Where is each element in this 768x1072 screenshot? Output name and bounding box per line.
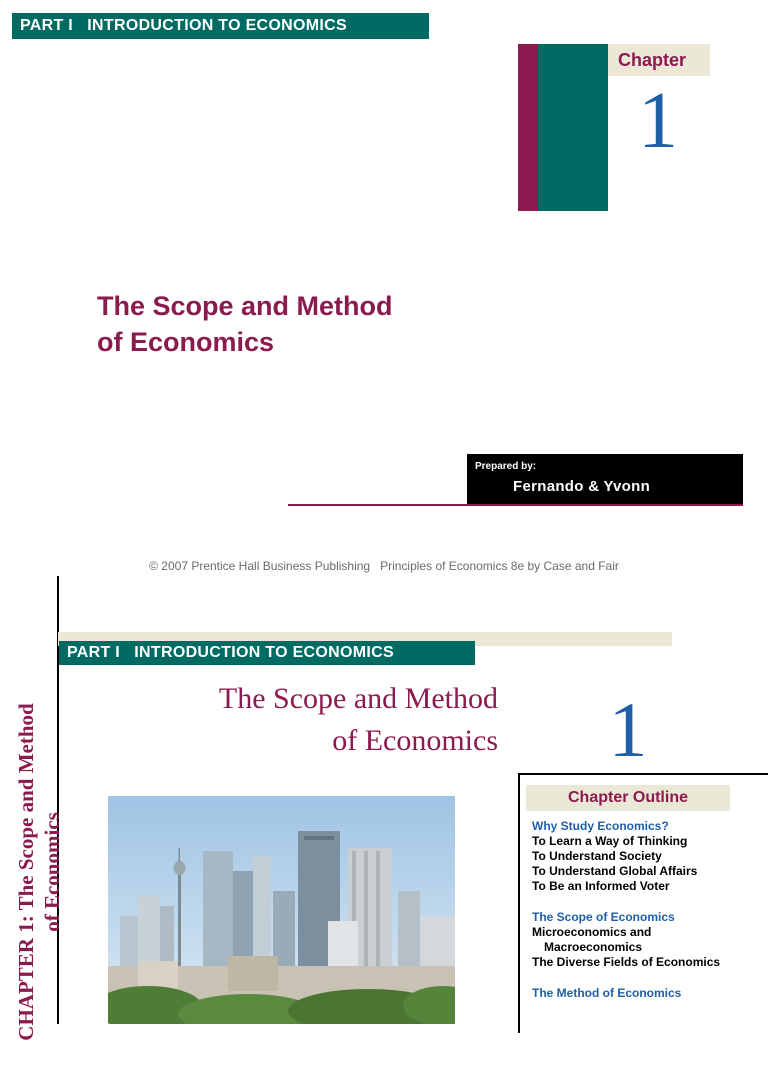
outline-item: The Diverse Fields of Economics — [532, 955, 721, 969]
slide2-chapter-number: 1 — [608, 686, 648, 773]
divider-rule — [288, 504, 743, 506]
author-names: Fernando & Yvonn — [513, 478, 651, 495]
copyright-footer: © 2007 Prentice Hall Business Publishing Principles of Economics 8e by Case and Fair — [149, 559, 619, 573]
maroon-accent-bar — [518, 44, 538, 211]
slide2-title — [110, 678, 498, 762]
prepared-by-label: Prepared by: — [475, 461, 537, 472]
outline-item: To Learn a Way of Thinking — [532, 834, 688, 848]
outline-item: To Be an Informed Voter — [532, 879, 670, 893]
city-skyline-photo — [108, 796, 455, 1024]
outline-section-title: The Method of Economics — [532, 986, 682, 1000]
vertical-title-line-1: CHAPTER 1: The Scope and Method — [14, 703, 38, 1041]
slide2-title-line-2: of Economics — [332, 724, 498, 757]
slide2-title-line-1: The Scope and Method — [218, 682, 498, 715]
outline-item: To Understand Society — [532, 849, 662, 863]
chapter-label: Chapter — [608, 44, 710, 76]
title-line-2: of Economics — [97, 327, 275, 357]
part-banner-2: PART I INTRODUCTION TO ECONOMICS — [59, 641, 475, 665]
vertical-chapter-title — [13, 672, 67, 1072]
chapter-number: 1 — [638, 77, 678, 165]
teal-accent-block — [538, 44, 608, 211]
outline-section-title: Why Study Economics? — [532, 819, 669, 833]
outline-item: Microeconomics and — [532, 925, 652, 939]
page-title — [97, 288, 517, 360]
vertical-title-line-2: of Economics — [40, 812, 64, 932]
prepared-by-box — [467, 454, 743, 504]
city-skyline-image — [108, 796, 455, 1024]
chapter-outline-heading: Chapter Outline — [526, 785, 730, 811]
chapter-outline-box — [518, 773, 768, 1033]
part-banner: PART I INTRODUCTION TO ECONOMICS — [12, 13, 429, 39]
outline-item: Macroeconomics — [544, 940, 643, 954]
title-line-1: The Scope and Method — [97, 291, 393, 321]
outline-section-title: The Scope of Economics — [532, 910, 675, 924]
chapter-outline-list — [532, 819, 752, 1001]
outline-item: To Understand Global Affairs — [532, 864, 698, 878]
